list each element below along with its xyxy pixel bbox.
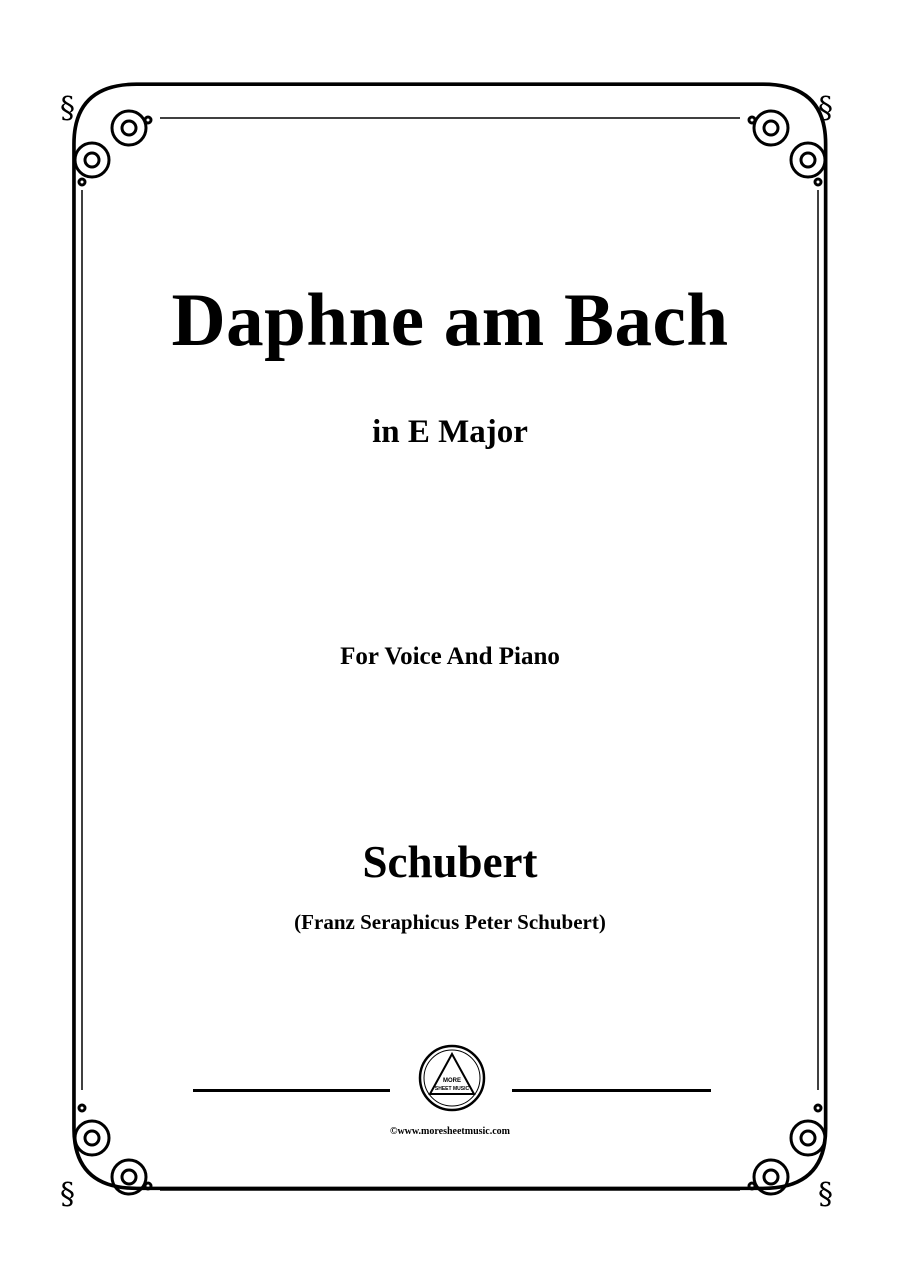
- divider-left: [193, 1089, 390, 1092]
- composer-name: Schubert: [362, 837, 538, 887]
- corner-scroll-bottom-left: [75, 1105, 151, 1194]
- corner-flourish-bottom-right: §: [818, 1177, 833, 1212]
- corner-flourish-bottom-left: §: [60, 1177, 75, 1212]
- instrumentation: For Voice And Piano: [340, 643, 560, 670]
- page-title: Daphne am Bach: [171, 279, 729, 362]
- corner-scroll-top-left: [75, 111, 151, 185]
- corner-flourish-top-right: §: [818, 91, 833, 126]
- corner-scroll-bottom-right: [749, 1105, 825, 1194]
- publisher-logo: [418, 1044, 486, 1112]
- logo-text-top: MORE: [443, 1078, 461, 1084]
- corner-scroll-top-right: [749, 111, 825, 185]
- composer-full-name: (Franz Seraphicus Peter Schubert): [294, 910, 606, 934]
- key-subtitle: in E Major: [372, 414, 528, 450]
- copyright-text: ©www.moresheetmusic.com: [389, 1126, 511, 1137]
- divider-right: [512, 1089, 711, 1092]
- corner-flourish-top-left: §: [60, 91, 75, 126]
- logo-text-bottom: SHEET MUSIC: [434, 1086, 470, 1092]
- border-outer-line: [74, 84, 826, 1188]
